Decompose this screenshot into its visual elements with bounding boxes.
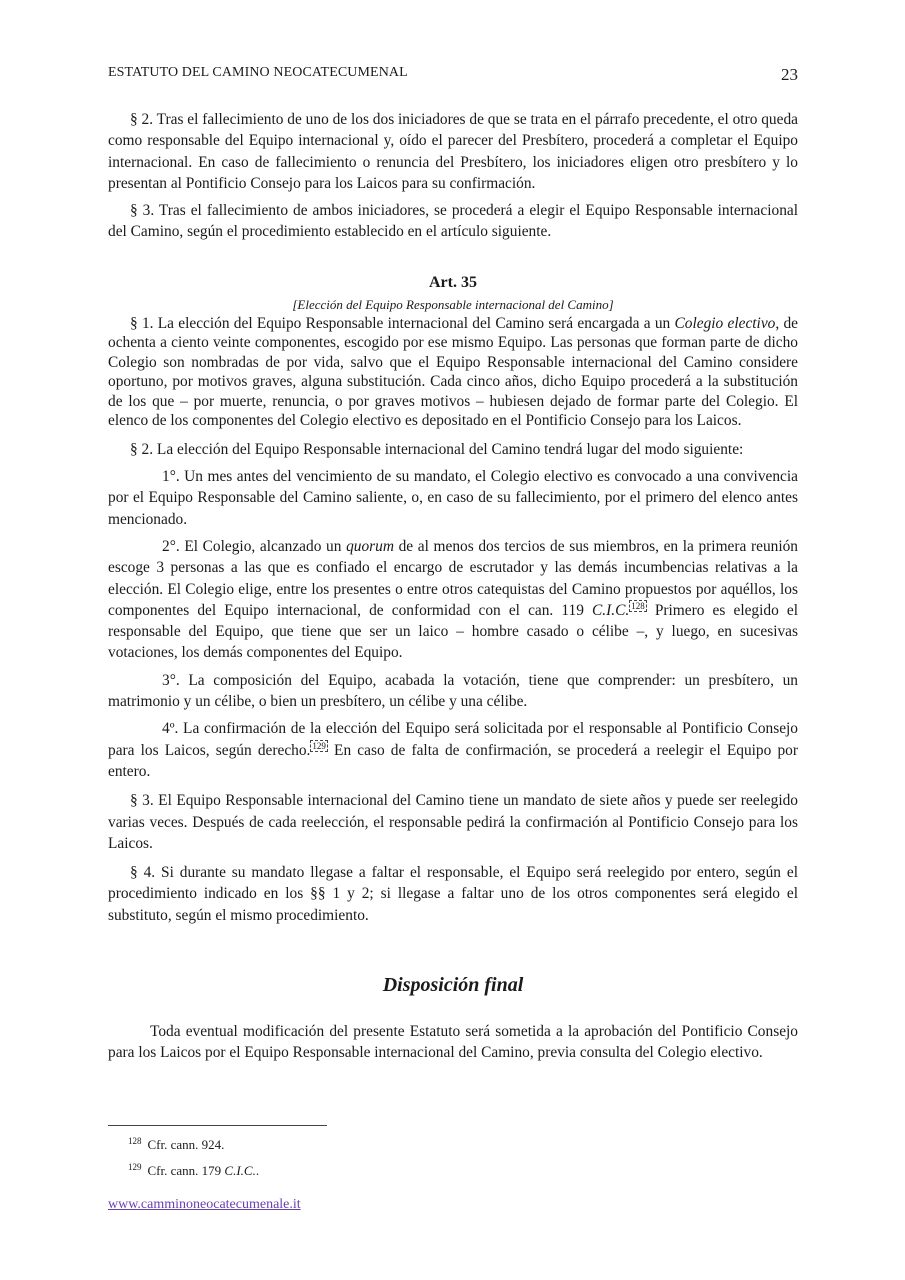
- footnote-text: Cfr. cann. 924.: [147, 1137, 225, 1152]
- page-number: 23: [781, 65, 798, 84]
- final-provision-text: Toda eventual modificación del presente Estatuto será sometida a la aprobación del Pontificio Consejo para los Laicos por el Equipo Responsable internacional del Camino, previa consulta del Colegio electivo.: [108, 1023, 798, 1062]
- footnote-number: 129: [128, 1162, 142, 1172]
- footnote-text-italic: C.I.C.: [224, 1163, 256, 1178]
- header-title: ESTATUTO DEL CAMINO NEOCATECUMENAL: [108, 65, 408, 80]
- item-2-text-c: Primero es elegido el responsable del Equipo, que tiene que ser un laico – hombre casado o célibe –, y luego, en sucesivas votaciones, los demás componentes del Equipo.: [108, 601, 799, 662]
- item-4-text-a: 4º. La confirmación de la elección del Equipo será solicitada por el responsable al Pontificio Consejo para los Laicos, según derecho.: [108, 720, 798, 759]
- list-item-1: 1°. Un mes antes del vencimiento de su mandato, el Colegio electivo es convocado a una convivencia por el Equipo Responsable del Camino saliente, o, en caso de su fallecimiento, por el primero del elenco antes mencionado.: [108, 468, 798, 528]
- footnote-text-a: Cfr. cann. 179: [147, 1163, 225, 1178]
- footnote-ref-128[interactable]: 128: [631, 600, 645, 611]
- section-1-text-a: § 1. La elección del Equipo Responsable internacional del Camino será encargada a un: [130, 314, 675, 332]
- footnote-divider: [108, 1125, 327, 1126]
- item-2-text-a: 2°. El Colegio, alcanzado un: [162, 537, 347, 555]
- footnote-ref-129[interactable]: 129: [312, 740, 326, 751]
- section-1-text-b: , de ochenta a ciento veinte componentes, escogido por ese mismo Equipo. Las personas que forman parte de dicho Colegio son nombradas de por vida, salvo que el Equipo Responsable internacional del Camino considere oportuno, por motivos graves, alguna substitución. Cada cinco años, dicho Equipo procederá a la substitución de los que – por muerte, renuncia, o por graves motivos – hubiesen dejado de formar parte del Colegio. El elenco de los componentes del Colegio electivo es depositado en el Pontificio Consejo para los Laicos.: [108, 314, 799, 430]
- item-4-text-b: En caso de falta de confirmación, se procederá a reelegir el Equipo por entero.: [108, 741, 798, 780]
- paragraph-intro-2: § 2. Tras el fallecimiento de uno de los dos iniciadores de que se trata en el párrafo precedente, el otro queda como responsable del Equipo internacional y, oído el parecer del Presbítero, procederá a completar el Equipo internacional. En caso de fallecimiento o renuncia del Presbítero, los iniciadores eligen otro presbítero y lo presentan al Pontificio Consejo para los Laicos para su confirmación.: [108, 111, 798, 192]
- list-item-2: [108, 536, 798, 664]
- footnote-number: 128: [128, 1136, 142, 1146]
- item-2-quorum: quorum: [346, 537, 394, 555]
- article-section-3: § 3. El Equipo Responsable internacional del Camino tiene un mandato de siete años y puede ser reelegido varias veces. Después de cada reelección, el responsable pedirá la confirmación al Pontificio Consejo para los Laicos.: [108, 792, 798, 852]
- article-section-1: [108, 314, 798, 431]
- paragraph-intro-3: § 3. Tras el fallecimiento de ambos iniciadores, se procederá a elegir el Equipo Responsable internacional del Camino, según el procedimiento establecido en el artículo siguiente.: [108, 202, 798, 241]
- section-1-italic: Colegio electivo: [674, 314, 776, 332]
- list-item-3: 3°. La composición del Equipo, acabada la votación, tiene que comprender: un presbítero, un matrimonio y un célibe, o bien un presbítero, un célibe y una célibe.: [108, 671, 798, 711]
- item-2-cic: C.I.C.: [592, 601, 630, 619]
- website-link[interactable]: www.camminoneocatecumenale.it: [108, 1197, 301, 1212]
- footnote-text-b: .: [255, 1163, 260, 1178]
- article-section-4: § 4. Si durante su mandato llegase a faltar el responsable, el Equipo será reelegido por entero, según el procedimiento indicado en los §§ 1 y 2; si llegase a faltar uno de los otros componentes será elegido el substituto, según el mismo procedimiento.: [108, 864, 798, 924]
- footnotes: [128, 1130, 259, 1182]
- footnote-129: [128, 1156, 259, 1182]
- item-2-text-b: de al menos dos tercios de sus miembros, en la primera reunión escoge 3 personas a las que es confiado el encargo de escrutador y las demás incumbencias relativas a la elección. El Colegio elige, entre los presentes o entre otros catequistas del Camino propuestos por aquéllos, los componentes del Equipo internacional, de conformidad con el can. 119: [108, 537, 798, 619]
- document-body: [108, 109, 798, 1064]
- article-section-2: § 2. La elección del Equipo Responsable internacional del Camino tendrá lugar del modo siguiente:: [130, 440, 744, 458]
- running-header: [108, 65, 798, 87]
- final-provision-title: Disposición final: [382, 974, 524, 997]
- list-item-4: [108, 718, 798, 782]
- article-subtitle: [Elección del Equipo Responsable internacional del Camino]: [292, 296, 614, 312]
- footnote-128: [128, 1130, 259, 1156]
- article-title: Art. 35: [429, 273, 477, 291]
